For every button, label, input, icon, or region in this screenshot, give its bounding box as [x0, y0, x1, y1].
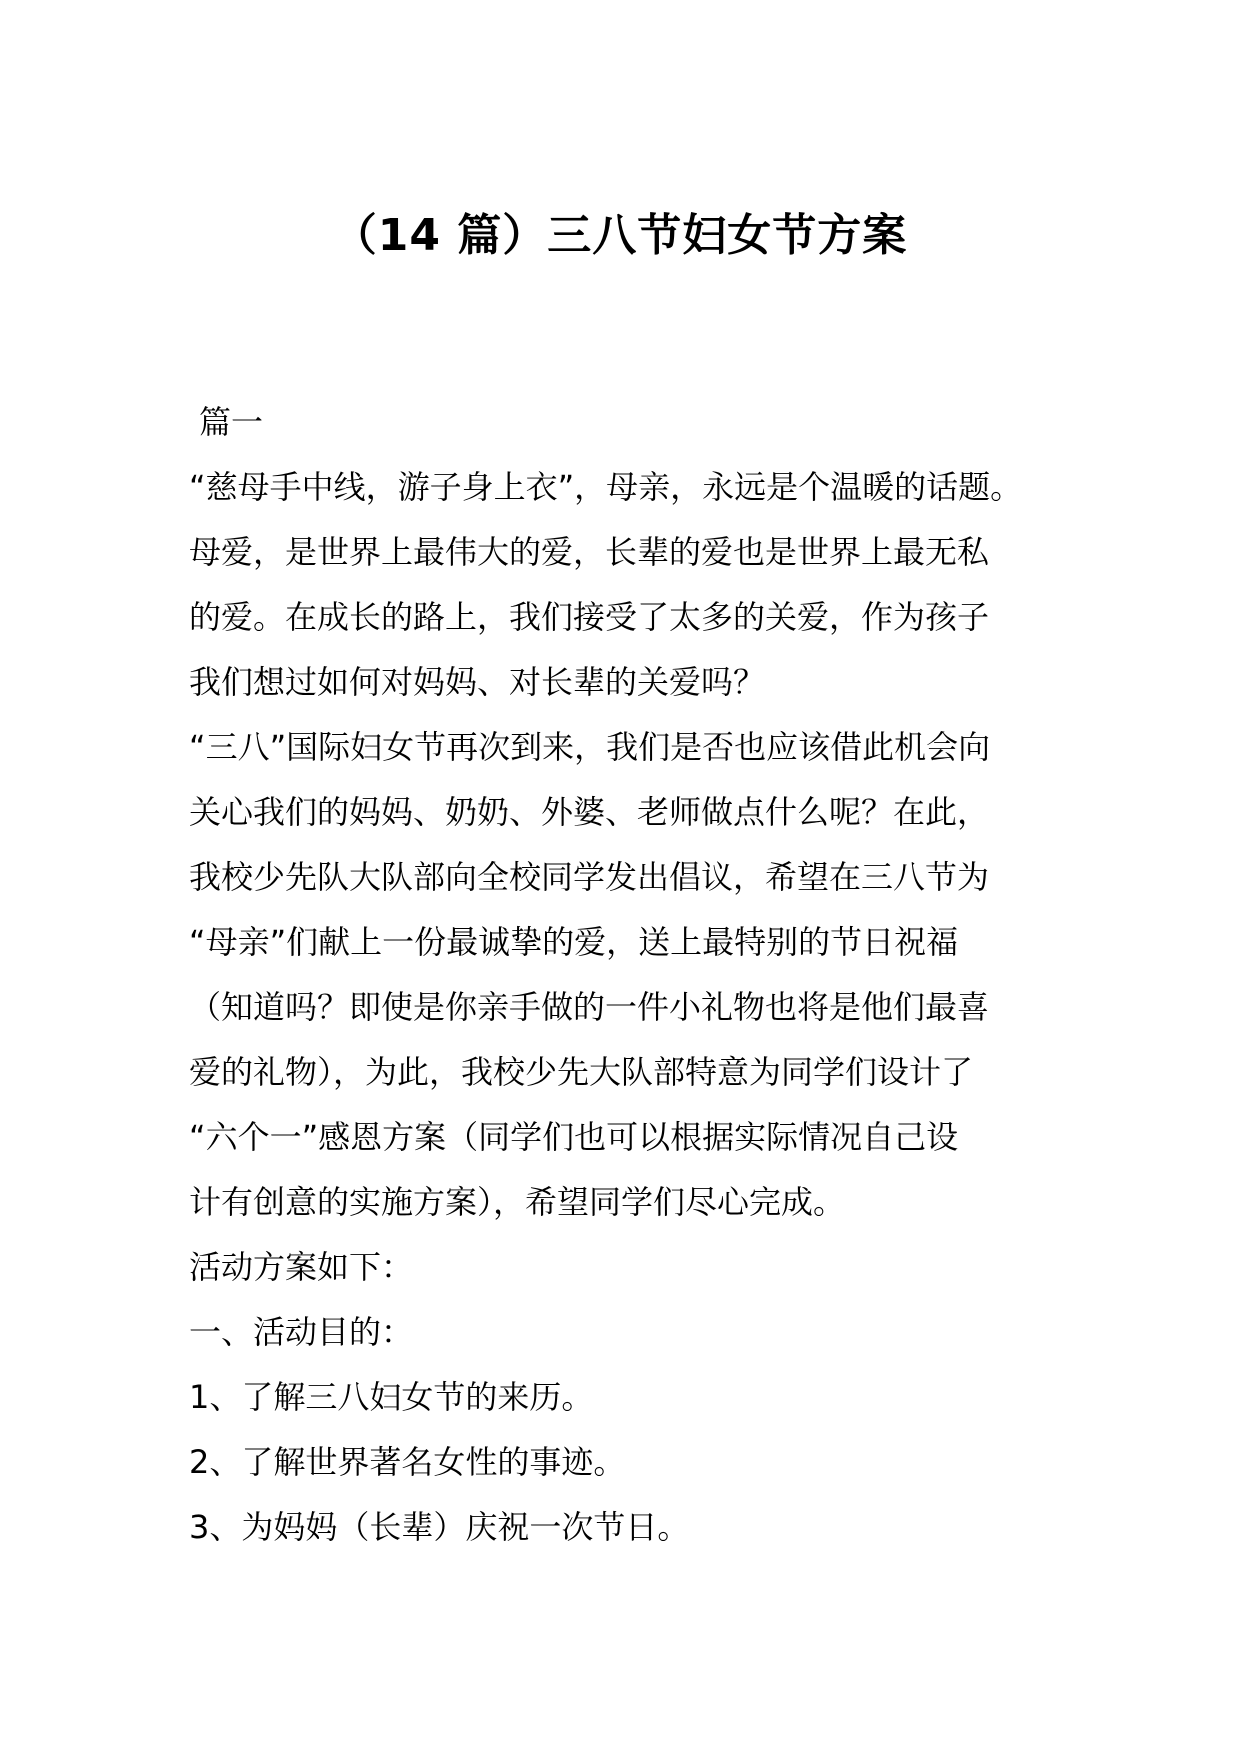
paragraph-line: 计有创意的实施方案），希望同学们尽心完成。 [189, 1183, 846, 1221]
paragraph-line: “慈母手中线，游子身上衣”，母亲，永远是个温暖的话题。 [189, 468, 1023, 506]
paragraph-line: 我们想过如何对妈妈、对长辈的关爱吗？ [189, 663, 766, 701]
document-body [189, 390, 1089, 1560]
list-item: 3、为妈妈（长辈）庆祝一次节日。 [189, 1508, 690, 1546]
list-item: 2、了解世界著名女性的事迹。 [189, 1443, 626, 1481]
plan-heading: 活动方案如下： [189, 1248, 414, 1286]
document-title: （14 篇）三八节妇女节方案 [332, 210, 908, 261]
paragraph-line: （知道吗？即使是你亲手做的一件小礼物也将是他们最喜 [189, 988, 990, 1026]
list-item: 1、了解三八妇女节的来历。 [189, 1378, 594, 1416]
paragraph-line: “六个一”感恩方案（同学们也可以根据实际情况自己设 [189, 1118, 959, 1156]
paragraph-line: 爱的礼物），为此，我校少先大队部特意为同学们设计了 [189, 1053, 974, 1091]
goal-heading: 一、活动目的： [189, 1313, 414, 1351]
paragraph-line: 关心我们的妈妈、奶奶、外婆、老师做点什么呢？在此， [189, 793, 990, 831]
paragraph-line: “三八”国际妇女节再次到来，我们是否也应该借此机会向 [189, 728, 991, 766]
paragraph-line: “母亲”们献上一份最诚挚的爱，送上最特别的节日祝福 [189, 923, 959, 961]
section-label: 篇一 [199, 403, 264, 441]
paragraph-line: 的爱。在成长的路上，我们接受了太多的关爱，作为孩子 [189, 598, 990, 636]
paragraph-line: 母爱，是世界上最伟大的爱，长辈的爱也是世界上最无私 [189, 533, 990, 571]
paragraph-line: 我校少先队大队部向全校同学发出倡议，希望在三八节为 [189, 858, 990, 896]
